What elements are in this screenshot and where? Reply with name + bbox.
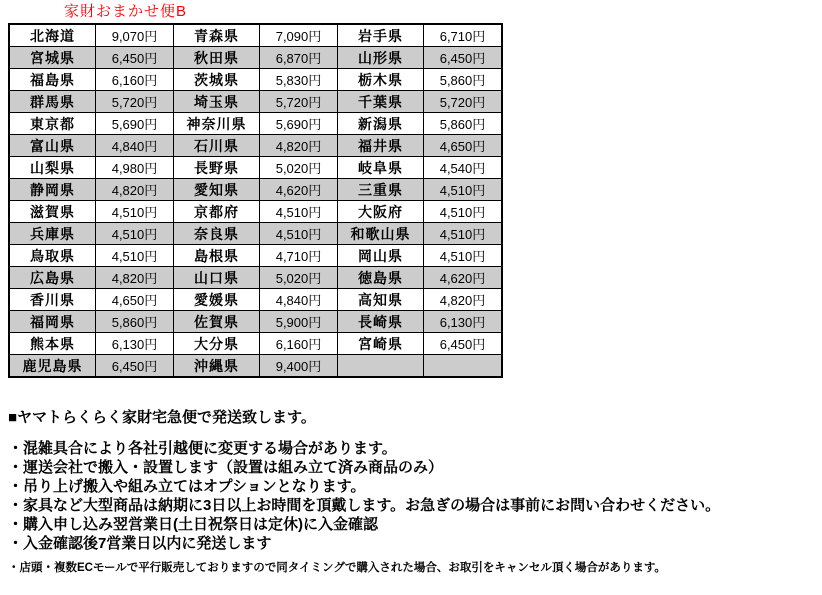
prefecture-cell: 佐賀県 (174, 311, 260, 333)
price-cell: 4,650円 (96, 289, 174, 311)
prefecture-cell: 茨城県 (174, 69, 260, 91)
price-cell: 5,020円 (260, 157, 338, 179)
table-row (9, 245, 502, 267)
prefecture-cell: 三重県 (338, 179, 424, 201)
fee-table-body (9, 24, 502, 377)
price-cell: 4,820円 (260, 135, 338, 157)
notes-section (8, 409, 818, 575)
price-cell: 4,820円 (96, 267, 174, 289)
prefecture-cell: 東京都 (9, 113, 96, 135)
price-cell: 5,720円 (96, 91, 174, 113)
price-cell: 6,130円 (424, 311, 503, 333)
price-cell: 4,510円 (424, 179, 503, 201)
price-cell: 4,620円 (424, 267, 503, 289)
price-cell: 5,020円 (260, 267, 338, 289)
price-cell: 5,860円 (424, 69, 503, 91)
note-item: ・入金確認後7営業日以内に発送します (8, 535, 272, 552)
prefecture-cell: 福井県 (338, 135, 424, 157)
table-row (9, 69, 502, 91)
price-cell: 4,840円 (96, 135, 174, 157)
prefecture-cell: 愛知県 (174, 179, 260, 201)
price-cell: 7,090円 (260, 24, 338, 47)
prefecture-cell: 山形県 (338, 47, 424, 69)
prefecture-cell: 山梨県 (9, 157, 96, 179)
fee-table-title: 家財おまかせ便B (64, 3, 188, 20)
price-cell: 5,690円 (260, 113, 338, 135)
prefecture-cell: 秋田県 (174, 47, 260, 69)
prefecture-cell: 熊本県 (9, 333, 96, 355)
prefecture-cell: 福島県 (9, 69, 96, 91)
price-cell: 4,510円 (96, 223, 174, 245)
table-row (9, 355, 502, 378)
prefecture-cell: 広島県 (9, 267, 96, 289)
price-cell: 4,510円 (424, 201, 503, 223)
table-row (9, 333, 502, 355)
prefecture-cell: 兵庫県 (9, 223, 96, 245)
prefecture-cell: 京都府 (174, 201, 260, 223)
prefecture-cell: 新潟県 (338, 113, 424, 135)
price-cell: 6,130円 (96, 333, 174, 355)
prefecture-cell: 岡山県 (338, 245, 424, 267)
prefecture-cell: 高知県 (338, 289, 424, 311)
price-cell: 5,860円 (424, 113, 503, 135)
price-cell: 6,450円 (96, 47, 174, 69)
table-row (9, 267, 502, 289)
prefecture-cell: 香川県 (9, 289, 96, 311)
prefecture-cell: 栃木県 (338, 69, 424, 91)
prefecture-cell (338, 355, 424, 378)
price-cell: 4,510円 (260, 201, 338, 223)
prefecture-cell: 愛媛県 (174, 289, 260, 311)
notes-footnote: ・店頭・複数ECモールで平行販売しておりますので同タイミングで購入された場合、お取引をキャンセル頂く場合があります。 (8, 562, 666, 574)
prefecture-cell: 長野県 (174, 157, 260, 179)
price-cell: 4,840円 (260, 289, 338, 311)
prefecture-cell: 神奈川県 (174, 113, 260, 135)
price-cell: 4,650円 (424, 135, 503, 157)
prefecture-cell: 奈良県 (174, 223, 260, 245)
prefecture-cell: 岩手県 (338, 24, 424, 47)
note-item: ・運送会社で搬入・設置します（設置は組み立て済み商品のみ） (8, 459, 444, 476)
prefecture-cell: 埼玉県 (174, 91, 260, 113)
note-item: ・吊り上げ搬入や組み立てはオプションとなります。 (8, 478, 366, 495)
note-item: ・購入申し込み翌営業日(土日祝祭日は定休)に入金確認 (8, 516, 378, 533)
table-row (9, 157, 502, 179)
price-cell: 6,160円 (96, 69, 174, 91)
prefecture-cell: 富山県 (9, 135, 96, 157)
table-row (9, 135, 502, 157)
prefecture-cell: 徳島県 (338, 267, 424, 289)
prefecture-cell: 石川県 (174, 135, 260, 157)
table-row (9, 91, 502, 113)
prefecture-cell: 静岡県 (9, 179, 96, 201)
table-row (9, 179, 502, 201)
table-row (9, 24, 502, 47)
prefecture-cell: 沖縄県 (174, 355, 260, 378)
table-row (9, 47, 502, 69)
prefecture-cell: 北海道 (9, 24, 96, 47)
table-row (9, 201, 502, 223)
prefecture-cell: 鹿児島県 (9, 355, 96, 378)
notes-heading: ■ヤマトらくらく家財宅急便で発送致します。 (8, 409, 316, 426)
price-cell: 4,980円 (96, 157, 174, 179)
prefecture-cell: 岐阜県 (338, 157, 424, 179)
prefecture-cell: 島根県 (174, 245, 260, 267)
prefecture-cell: 大阪府 (338, 201, 424, 223)
prefecture-cell: 宮崎県 (338, 333, 424, 355)
price-cell (424, 355, 503, 378)
table-row (9, 223, 502, 245)
price-cell: 4,510円 (424, 245, 503, 267)
table-row (9, 289, 502, 311)
table-row (9, 311, 502, 333)
shipping-fee-table (8, 23, 503, 378)
prefecture-cell: 和歌山県 (338, 223, 424, 245)
price-cell: 4,510円 (96, 245, 174, 267)
prefecture-cell: 群馬県 (9, 91, 96, 113)
note-item: ・混雑具合により各社引越便に変更する場合があります。 (8, 440, 397, 457)
price-cell: 6,450円 (96, 355, 174, 378)
prefecture-cell: 山口県 (174, 267, 260, 289)
price-cell: 9,070円 (96, 24, 174, 47)
price-cell: 4,510円 (424, 223, 503, 245)
price-cell: 4,820円 (424, 289, 503, 311)
price-cell: 4,540円 (424, 157, 503, 179)
price-cell: 5,830円 (260, 69, 338, 91)
price-cell: 6,450円 (424, 47, 503, 69)
price-cell: 6,450円 (424, 333, 503, 355)
prefecture-cell: 長崎県 (338, 311, 424, 333)
prefecture-cell: 大分県 (174, 333, 260, 355)
price-cell: 4,510円 (260, 223, 338, 245)
price-cell: 5,690円 (96, 113, 174, 135)
price-cell: 5,860円 (96, 311, 174, 333)
price-cell: 4,620円 (260, 179, 338, 201)
price-cell: 6,710円 (424, 24, 503, 47)
prefecture-cell: 鳥取県 (9, 245, 96, 267)
price-cell: 6,160円 (260, 333, 338, 355)
prefecture-cell: 青森県 (174, 24, 260, 47)
price-cell: 5,720円 (260, 91, 338, 113)
note-item: ・家具など大型商品は納期に3日以上お時間を頂戴します。お急ぎの場合は事前にお問い合わせください。 (8, 497, 721, 514)
price-cell: 4,510円 (96, 201, 174, 223)
price-cell: 6,870円 (260, 47, 338, 69)
table-row (9, 113, 502, 135)
price-cell: 5,720円 (424, 91, 503, 113)
prefecture-cell: 滋賀県 (9, 201, 96, 223)
prefecture-cell: 福岡県 (9, 311, 96, 333)
notes-bullet-list (8, 439, 818, 553)
prefecture-cell: 千葉県 (338, 91, 424, 113)
price-cell: 5,900円 (260, 311, 338, 333)
price-cell: 9,400円 (260, 355, 338, 378)
prefecture-cell: 宮城県 (9, 47, 96, 69)
price-cell: 4,820円 (96, 179, 174, 201)
price-cell: 4,710円 (260, 245, 338, 267)
